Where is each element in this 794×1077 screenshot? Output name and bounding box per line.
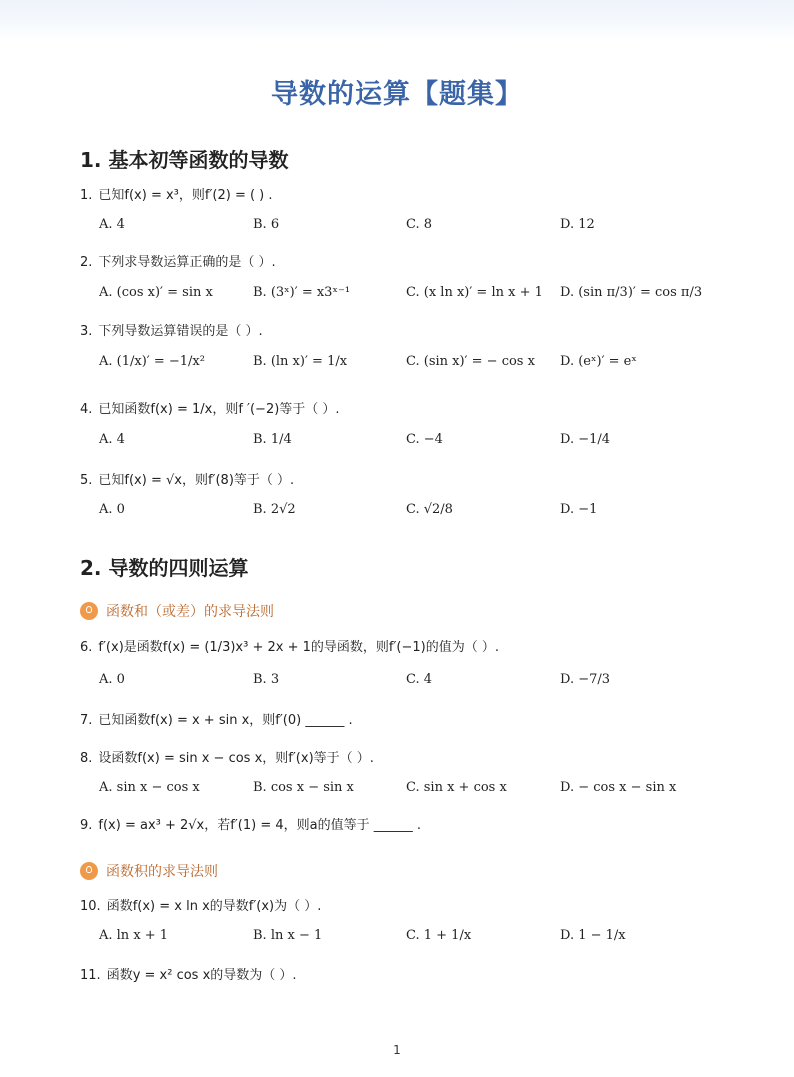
question-6 — [80, 638, 499, 658]
question-9 — [80, 816, 421, 836]
option-d: D. (eˣ)′ = eˣ — [560, 354, 637, 369]
question-stem: 下列求导数运算正确的是（ ）. — [98, 255, 276, 270]
option-c: C. −4 — [406, 432, 443, 447]
option-a: A. 4 — [99, 432, 125, 447]
question-stem: 设函数f(x) = sin x − cos x，则f′(x)等于（ ）. — [98, 751, 374, 766]
option-a: A. ln x + 1 — [99, 928, 169, 943]
question-stem: 已知f(x) = x³，则f′(2) = ( ) . — [98, 188, 273, 203]
question-8 — [80, 749, 374, 769]
question-4 — [80, 400, 340, 420]
question-number: 9. — [80, 818, 93, 833]
option-a: A. 0 — [99, 502, 125, 517]
question-number: 11. — [80, 968, 101, 983]
question-number: 10. — [80, 899, 101, 914]
option-b: B. (ln x)′ = 1/x — [253, 354, 348, 369]
lightbulb-icon — [80, 602, 98, 620]
question-7 — [80, 711, 353, 731]
question-stem: 已知函数f(x) = 1/x，则f ′(−2)等于（ ）. — [98, 402, 340, 417]
option-c: C. 4 — [406, 672, 433, 687]
subsection-label: 函数和（或差）的求导法则 — [106, 604, 274, 620]
option-b: B. 1/4 — [253, 432, 292, 447]
header-band — [0, 0, 794, 40]
page-number: 1 — [393, 1043, 401, 1057]
question-number: 4. — [80, 402, 93, 417]
option-a: A. sin x − cos x — [99, 780, 200, 795]
option-a: A. 0 — [99, 672, 125, 687]
option-c: C. √2/8 — [406, 502, 453, 517]
option-c: C. 1 + 1/x — [406, 928, 472, 943]
option-a: A. 4 — [99, 217, 125, 232]
option-b: B. ln x − 1 — [253, 928, 323, 943]
option-c: C. (sin x)′ = − cos x — [406, 354, 535, 369]
question-stem: 已知函数f(x) = x + sin x，则f′(0) ______ . — [98, 713, 353, 728]
option-c: C. 8 — [406, 217, 433, 232]
question-3 — [80, 322, 263, 342]
section-heading-1: 1. 基本初等函数的导数 — [80, 148, 289, 172]
question-2 — [80, 253, 276, 273]
option-b: B. 2√2 — [253, 502, 296, 517]
subsection-product-rule — [80, 861, 218, 881]
question-number: 2. — [80, 255, 93, 270]
section-heading-2: 2. 导数的四则运算 — [80, 556, 249, 580]
option-b: B. (3ˣ)′ = x3ˣ⁻¹ — [253, 285, 351, 300]
question-number: 1. — [80, 188, 93, 203]
option-a: A. (1/x)′ = −1/x² — [99, 354, 205, 369]
question-10 — [80, 897, 321, 917]
question-11 — [80, 966, 297, 986]
subsection-label: 函数积的求导法则 — [106, 864, 218, 880]
option-d: D. 12 — [560, 217, 595, 232]
option-d: D. −1/4 — [560, 432, 611, 447]
question-number: 5. — [80, 473, 93, 488]
question-number: 8. — [80, 751, 93, 766]
question-stem: f(x) = ax³ + 2√x，若f′(1) = 4，则a的值等于 ______ . — [98, 818, 421, 833]
option-c: C. (x ln x)′ = ln x + 1 — [406, 285, 543, 300]
question-5 — [80, 471, 294, 491]
option-c: C. sin x + cos x — [406, 780, 507, 795]
question-number: 6. — [80, 640, 93, 655]
option-a: A. (cos x)′ = sin x — [99, 285, 213, 300]
option-d: D. −7/3 — [560, 672, 611, 687]
question-stem: 下列导数运算错误的是（ ）. — [98, 324, 263, 339]
question-stem: 函数y = x² cos x的导数为（ ）. — [106, 968, 297, 983]
question-stem: 已知f(x) = √x，则f′(8)等于（ ）. — [98, 473, 295, 488]
option-d: D. − cos x − sin x — [560, 780, 677, 795]
option-d: D. 1 − 1/x — [560, 928, 626, 943]
question-number: 7. — [80, 713, 93, 728]
lightbulb-icon — [80, 862, 98, 880]
question-stem: 函数f(x) = x ln x的导数f′(x)为（ ）. — [106, 899, 322, 914]
page-title: 导数的运算【题集】 — [271, 79, 523, 110]
question-1 — [80, 186, 273, 206]
option-b: B. 6 — [253, 217, 280, 232]
option-d: D. −1 — [560, 502, 598, 517]
question-number: 3. — [80, 324, 93, 339]
subsection-sum-rule — [80, 601, 274, 621]
option-b: B. cos x − sin x — [253, 780, 354, 795]
option-d: D. (sin π/3)′ = cos π/3 — [560, 285, 703, 300]
option-b: B. 3 — [253, 672, 280, 687]
question-stem: f′(x)是函数f(x) = (1/3)x³ + 2x + 1的导函数，则f′(−1)的值为（ ）. — [98, 640, 499, 655]
